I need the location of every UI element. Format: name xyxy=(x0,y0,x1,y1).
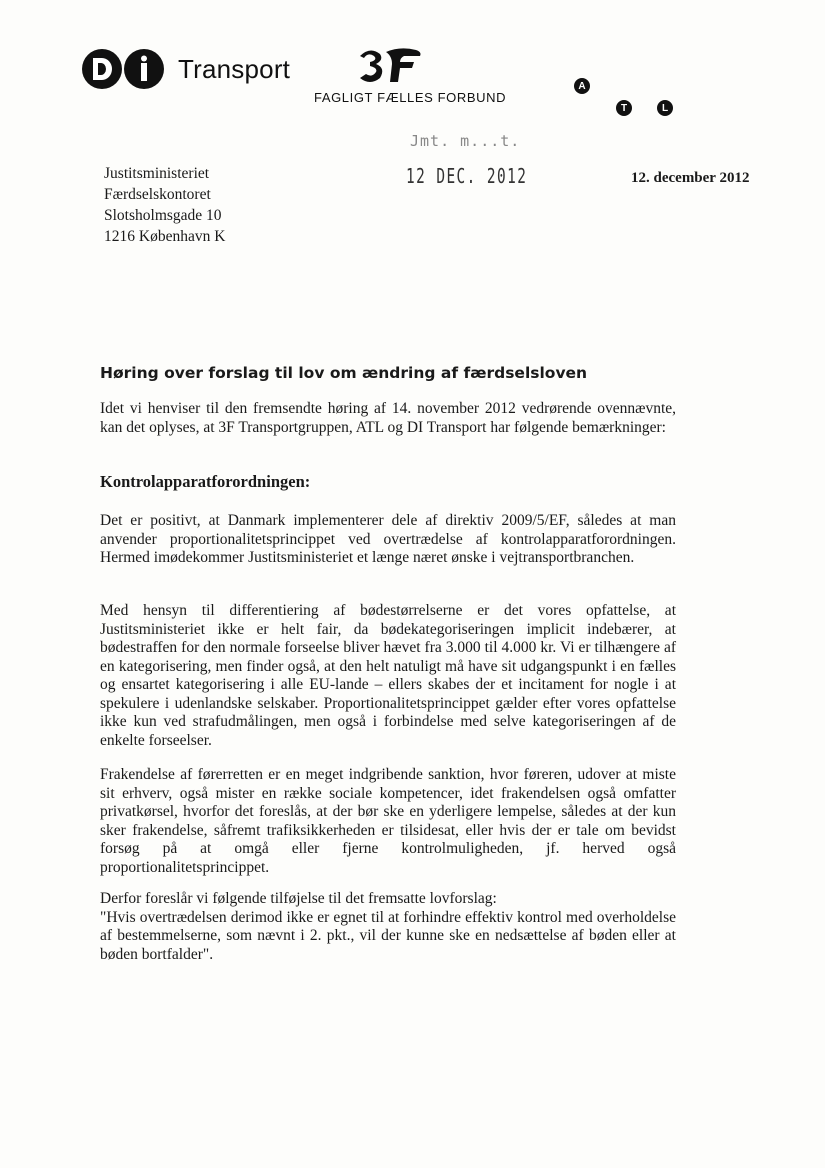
atl-a-badge: A xyxy=(574,78,590,94)
body-paragraph: Det er positivt, at Danmark implementerer dele af direktiv 2009/5/EF, således at man anvender proportionalitetsprincippet ved overtrædelse af kontrolapparatforordningen. Hermed imødekommer Justitsministeriet et længe næret ønske i vejtransportbranchen. xyxy=(100,512,676,566)
3f-logo-icon xyxy=(356,44,426,88)
atl-t-badge: T xyxy=(616,100,632,116)
body-paragraph: Med hensyn til differentiering af bødestørrelserne er det vores opfattelse, at Justitsministeriet ikke er helt fair, da bødekategoriseringen implicit indebærer, at bødestraffen for den normale forseelse bliver hævet fra 3.000 til 4.000 kr. Vi er tilhængere af en kategorisering, men finder også, at den helt natuligt må have sit udgangspunkt i en fælles og ensartet kategorisering i alle EU-lande – ellers skabes der et incitament for nogle i at spekulere i udenlandske selskaber. Proportionalitetsprincippet gælder efter vores opfattelse ikke kun ved strafudmålingen, men også i forbindelse med selve kategoriseringen af de enkelte forseelser. xyxy=(100,602,676,749)
letter-date: 12. december 2012 xyxy=(631,170,750,186)
body-paragraph: Frakendelse af førerretten er en meget indgribende sanktion, hvor føreren, udover at miste sit erhverv, også mister en række sociale kompetencer, idet frakendelsen også omfatter privatkørsel, hvorfor det foreslås, at der bør ske en yderligere lempelse, således at der kun sker frakendelse, såfremt trafiksikkerheden er tilsidesat, eller hvis der er tale om bevidst forsøg på at omgå eller fjerne kontrolmuligheden, jf. herved også proportionalitetsprincippet. xyxy=(100,766,676,876)
proposal-quote: "Hvis overtrædelsen derimod ikke er egnet til at forhindre effektiv kontrol med overholdelse af bestemmelserne, som nævnt i 2. pkt., vil der kunne ske en nedsættelse af bøden eller at bøden bortfalder". xyxy=(100,908,676,963)
recipient-address xyxy=(104,163,225,247)
proposal-lead: Derfor foreslår vi følgende tilføjelse til det fremsatte lovforslag: xyxy=(100,890,497,907)
proposal-paragraph xyxy=(100,890,676,964)
letter-subject: Høring over forslag til lov om ændring af færdselsloven xyxy=(100,364,588,382)
address-line: 1216 København K xyxy=(104,228,226,245)
received-stamp-date: 12 DEC. 2012 xyxy=(406,164,528,188)
address-line: Slotsholmsgade 10 xyxy=(104,207,222,224)
section-heading: Kontrolapparatforordningen: xyxy=(100,472,311,491)
di-transport-logo xyxy=(82,48,290,90)
address-line: Justitsministeriet xyxy=(104,165,210,182)
union-name: FAGLIGT FÆLLES FORBUND xyxy=(314,90,507,105)
di-transport-wordmark: Transport xyxy=(178,53,291,84)
di-d-mark-icon xyxy=(82,49,122,89)
di-i-mark-icon xyxy=(124,49,164,89)
atl-l-badge: L xyxy=(657,100,673,116)
address-line: Færdselskontoret xyxy=(104,186,211,203)
received-stamp-text: Jmt. m...t. xyxy=(410,132,521,150)
intro-paragraph: Idet vi henviser til den fremsendte høring af 14. november 2012 vedrørende ovennævnte, kan det oplyses, at 3F Transportgruppen, ATL og DI Transport har følgende bemærkninger: xyxy=(100,400,676,436)
